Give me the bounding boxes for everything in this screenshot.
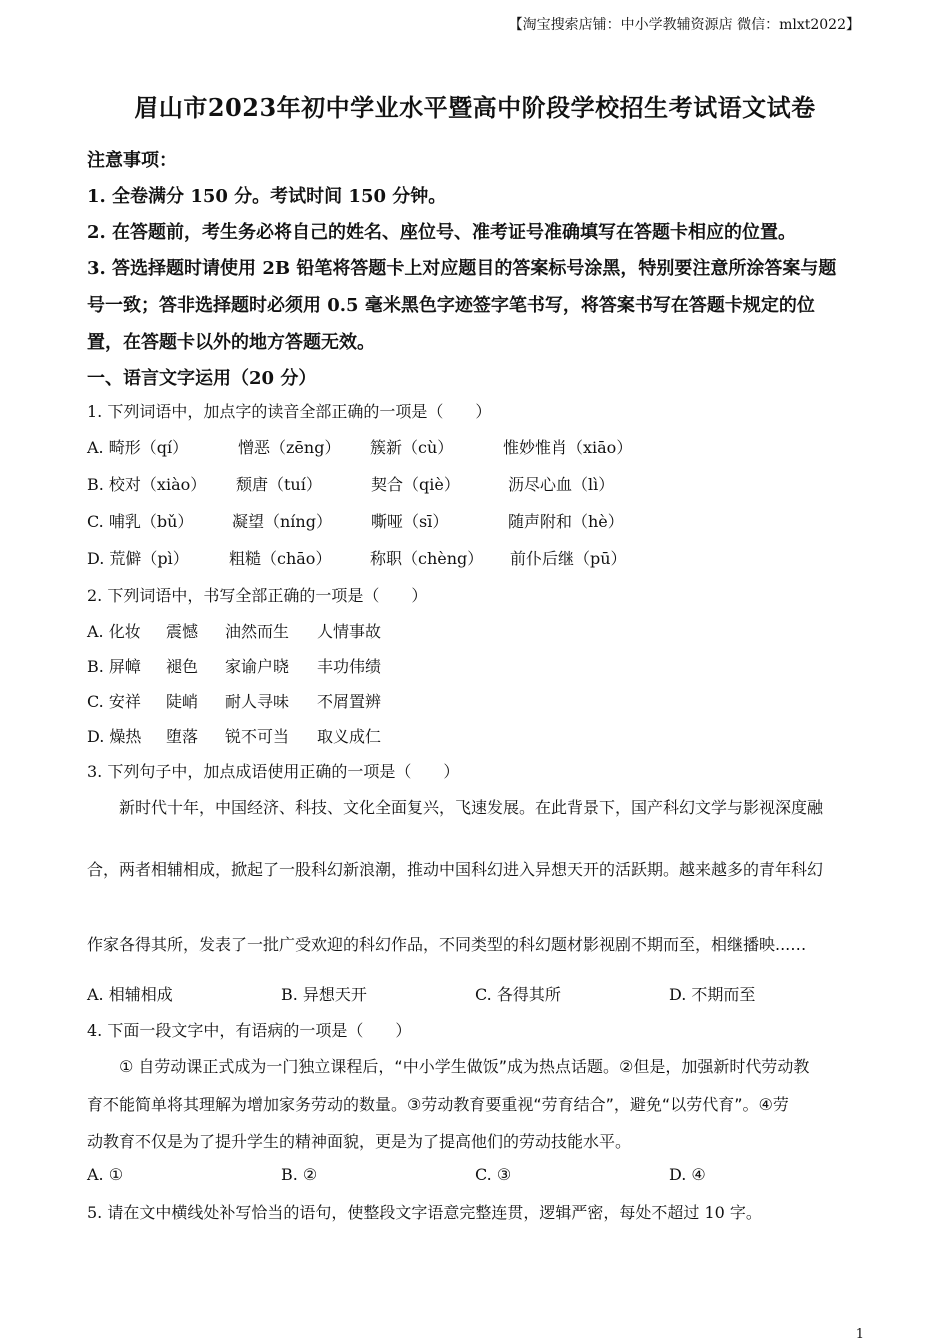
q3-passage-line-2: 合，两者相辅相成，掀起了一股科幻新浪潮，推动中国科幻进入异想天开的活跃期。越来越多的青年科幻 [87,860,824,879]
q2-option-a-2: 震憾 [166,622,199,641]
q2-option-d-3: 锐不可当 [225,727,290,746]
q1-option-a-2: 憎恶（zēng） [238,438,341,457]
q3-passage-line-1: 新时代十年，中国经济、科技、文化全面复兴，飞速发展。在此背景下，国产科幻文学与影视深度融 [119,798,824,817]
q1-option-c-4: 随声附和（hè） [508,512,624,531]
q4-passage-line-3: 动教育不仅是为了提升学生的精神面貌，更是为了提高他们的劳动技能水平。 [87,1132,632,1151]
q2-option-d-2: 堕落 [166,727,199,746]
q2-option-d-1: D. 燥热 [87,727,142,746]
header-note: 【淘宝搜索店铺：中小学教辅资源店 微信：mlxt2022】 [508,17,860,33]
q2-option-b-1: B. 屏幛 [87,657,141,676]
q1-option-b-1: B. 校对（xiào） [87,475,207,494]
q2-option-c-2: 陡峭 [166,692,199,711]
q2-option-d-4: 取义成仁 [317,727,382,746]
page-number: 1 [855,1327,864,1342]
q2-option-c-1: C. 安祥 [87,692,141,711]
q3-option-c: C. 各得其所 [475,985,561,1004]
q4-option-a: A. ① [87,1165,124,1184]
q1-stem: 1. 下列词语中，加点字的读音全部正确的一项是（ ） [87,402,492,421]
q1-option-c-2: 凝望（níng） [232,512,332,531]
q3-passage-line-3: 作家各得其所，发表了一批广受欢迎的科幻作品，不同类型的科幻题材影视剧不期而至，相继播映...… [87,935,807,954]
q1-option-d-1: D. 荒僻（pì） [87,549,189,568]
q4-passage-line-2: 育不能简单将其理解为增加家务劳动的数量。③劳动教育要重视“劳育结合”，避免“以劳代育”。④劳 [87,1095,789,1114]
q4-option-c: C. ③ [475,1165,512,1184]
q3-option-a: A. 相辅相成 [87,985,173,1004]
q2-option-b-3: 家谕户晓 [225,657,290,676]
q1-option-b-3: 契合（qiè） [371,475,460,494]
notice-item-3-line-1: 3. 答选择题时请使用 2B 铅笔将答题卡上对应题目的答案标号涂黑，特别要注意所涂答案与题 [87,258,837,279]
q1-option-d-4: 前仆后继（pū） [510,549,627,568]
notice-item-3-line-3: 置，在答题卡以外的地方答题无效。 [87,332,375,353]
q2-option-a-1: A. 化妆 [87,622,141,641]
q4-stem: 4. 下面一段文字中，有语病的一项是（ ） [87,1021,412,1040]
q3-stem: 3. 下列句子中，加点成语使用正确的一项是（ ） [87,762,460,781]
q1-option-c-3: 嘶哑（sī） [371,512,449,531]
q4-passage-line-1: ① 自劳动课正式成为一门独立课程后，“中小学生做饭”成为热点话题。②但是，加强新时代劳动教 [119,1057,810,1076]
q4-option-b: B. ② [281,1165,318,1184]
q2-option-a-4: 人情事故 [317,622,382,641]
q3-option-b: B. 异想天开 [281,985,367,1004]
q2-stem: 2. 下列词语中，书写全部正确的一项是（ ） [87,586,428,605]
q2-option-c-3: 耐人寻味 [225,692,290,711]
q1-option-b-2: 颓唐（tuí） [236,475,322,494]
notice-item-1: 1. 全卷满分 150 分。考试时间 150 分钟。 [87,186,447,207]
page-title: 眉山市2023年初中学业水平暨高中阶段学校招生考试语文试卷 [134,93,816,122]
notice-heading: 注意事项： [87,150,177,171]
q4-option-d: D. ④ [669,1165,706,1184]
q1-option-a-1: A. 畸形（qí） [87,438,189,457]
q1-option-c-1: C. 哺乳（bǔ） [87,512,194,531]
q2-option-b-2: 褪色 [166,657,199,676]
notice-item-3-line-2: 号一致；答非选择题时必须用 0.5 毫米黑色字迹签字笔书写，将答案书写在答题卡规定的位 [87,295,815,316]
q2-option-b-4: 丰功伟绩 [317,657,382,676]
q1-option-b-4: 沥尽心血（lì） [508,475,615,494]
q1-option-a-4: 惟妙惟肖（xiāo） [503,438,633,457]
q1-option-d-3: 称职（chèng） [370,549,484,568]
q1-option-d-2: 粗糙（chāo） [229,549,332,568]
section-heading-1: 一、语言文字运用（20 分） [87,368,317,389]
q2-option-a-3: 油然而生 [225,622,290,641]
notice-item-2: 2. 在答题前，考生务必将自己的姓名、座位号、准考证号准确填写在答题卡相应的位置。 [87,222,797,243]
q2-option-c-4: 不屑置辨 [317,692,382,711]
q1-option-a-3: 簇新（cù） [370,438,454,457]
q3-option-d: D. 不期而至 [669,985,756,1004]
q5-stem: 5. 请在文中横线处补写恰当的语句，使整段文字语意完整连贯，逻辑严密，每处不超过 10 字。 [87,1203,762,1222]
